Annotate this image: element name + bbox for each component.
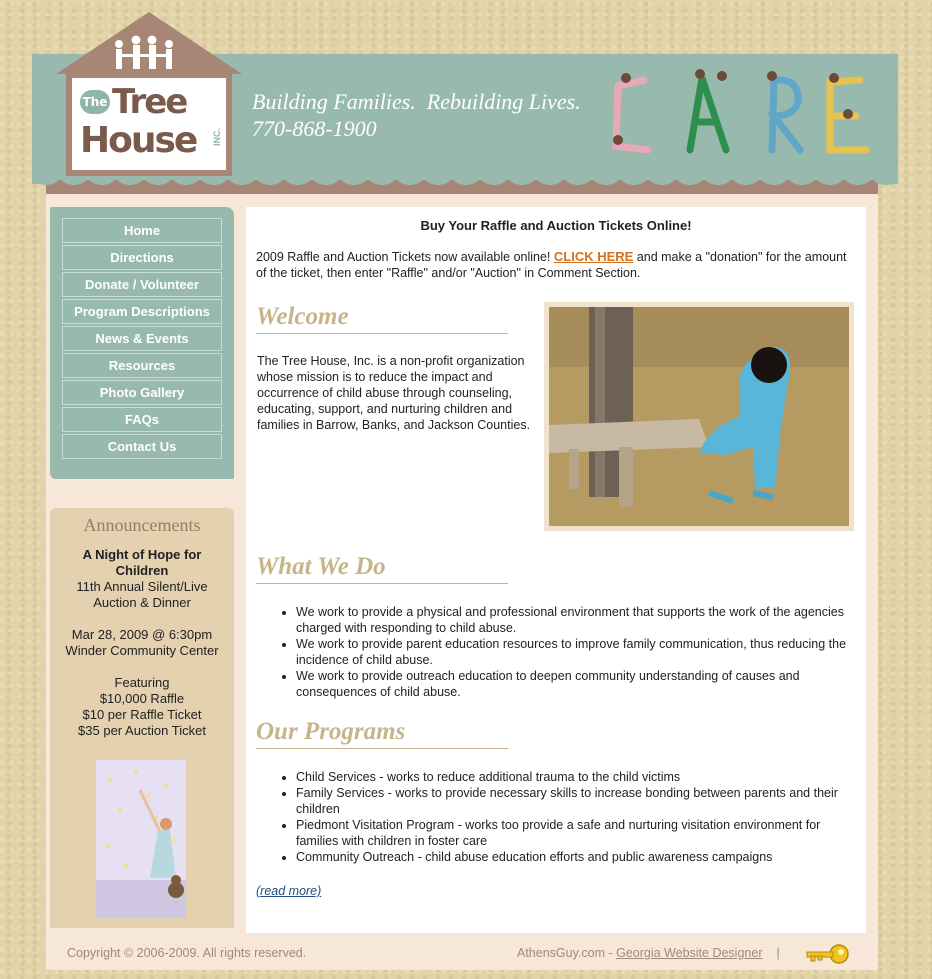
key-icon[interactable] — [805, 942, 851, 966]
nav-item-contact-us[interactable]: Contact Us — [62, 434, 222, 459]
event-featuring: Featuring — [114, 675, 170, 690]
event-raffle-ticket: $10 per Raffle Ticket — [82, 707, 202, 722]
raffle-heading: Buy Your Raffle and Auction Tickets Online! — [420, 218, 692, 233]
nav-item-resources[interactable]: Resources — [62, 353, 222, 378]
care-kids-image — [604, 66, 890, 170]
nav-item-donate-volunteer[interactable]: Donate / Volunteer — [62, 272, 222, 297]
logo-the: The — [80, 90, 110, 114]
welcome-text: The Tree House, Inc. is a non-profit organization whose mission is to reduce the impact and occurrence of child abuse through counseling, educating, support, and nurturing children and families in Barrow, Banks, and Jackson Counties. — [257, 354, 531, 432]
nav-item-faqs[interactable]: FAQs — [62, 407, 222, 432]
event-date: Mar 28, 2009 @ 6:30pm — [71, 627, 213, 642]
event-poster-image[interactable] — [96, 760, 186, 918]
event-subtitle: Auction & Dinner — [93, 595, 191, 610]
main-content — [246, 207, 866, 933]
announcements-box — [50, 508, 234, 928]
event-raffle: $10,000 Raffle — [99, 691, 185, 706]
nav-item-news-events[interactable]: News & Events — [62, 326, 222, 351]
click-here-link[interactable]: CLICK HERE — [553, 249, 634, 264]
phone-number: 770-868-1900 — [252, 116, 377, 141]
header-scallop — [32, 176, 898, 196]
logo-inc: INC. — [212, 128, 222, 146]
event-venue: Winder Community Center — [65, 643, 219, 658]
nav-item-directions[interactable]: Directions — [62, 245, 222, 270]
main-nav — [50, 207, 234, 479]
footer-credit — [517, 946, 780, 960]
our-programs-heading: Our Programs — [256, 718, 508, 749]
nav-item-photo-gallery[interactable]: Photo Gallery — [62, 380, 222, 405]
designer-link[interactable]: Georgia Website Designer — [616, 946, 763, 960]
what-we-do-heading: What We Do — [256, 553, 508, 584]
welcome-heading: Welcome — [256, 303, 508, 334]
raffle-text-before: 2009 Raffle and Auction Tickets now available online! — [256, 250, 554, 264]
nav-item-program-descriptions[interactable]: Program Descriptions — [62, 299, 222, 324]
event-auction-ticket: $35 per Auction Ticket — [78, 723, 206, 738]
nav-item-home[interactable]: Home — [62, 218, 222, 243]
programs-list — [296, 769, 856, 865]
logo[interactable] — [66, 72, 232, 176]
list-item: • We work to provide outreach education to deepen community understanding of causes and consequences of child abuse. — [296, 668, 856, 700]
logo-tree: Tree — [112, 82, 187, 122]
list-item: • Family Services - works to provide necessary skills to increase bonding between parents and their children — [296, 785, 856, 817]
list-item: • Child Services - works to reduce additional trauma to the child victims — [296, 769, 856, 785]
girl-on-bench-photo — [549, 307, 849, 526]
raffle-text-after: and make a "donation" for the amount of the ticket, then enter "Raffle" and/or "Auction" in Comment Section. — [256, 250, 847, 280]
photo-frame — [544, 302, 854, 531]
list-item: • We work to provide parent education resources to improve family communication, thus reducing the incidence of child abuse. — [296, 636, 856, 668]
event-subtitle: 11th Annual Silent/Live — [76, 579, 208, 594]
read-more-link[interactable]: (read more) — [256, 884, 322, 898]
raffle-text — [256, 249, 856, 281]
what-we-do-list — [296, 604, 856, 700]
credit-site: AthensGuy.com - — [517, 946, 617, 960]
event-title: A Night of Hope for Children — [82, 547, 202, 578]
list-item: • Community Outreach - child abuse education efforts and public awareness campaigns — [296, 849, 856, 865]
logo-roof-icon — [56, 12, 242, 78]
list-item: • Piedmont Visitation Program - works too provide a safe and nurturing visitation environment for families with children in foster care — [296, 817, 856, 849]
tagline-text: Building Families. Rebuilding Lives. — [252, 89, 581, 114]
list-item: • We work to provide a physical and professional environment that supports the work of the agencies charged with responding to child abuse. — [296, 604, 856, 636]
footer-separator: | — [776, 946, 780, 960]
copyright-text: Copyright © 2006-2009. All rights reserved. — [67, 946, 307, 960]
tagline — [252, 88, 581, 142]
logo-house: House — [80, 120, 197, 161]
announcements-title: Announcements — [83, 515, 201, 535]
